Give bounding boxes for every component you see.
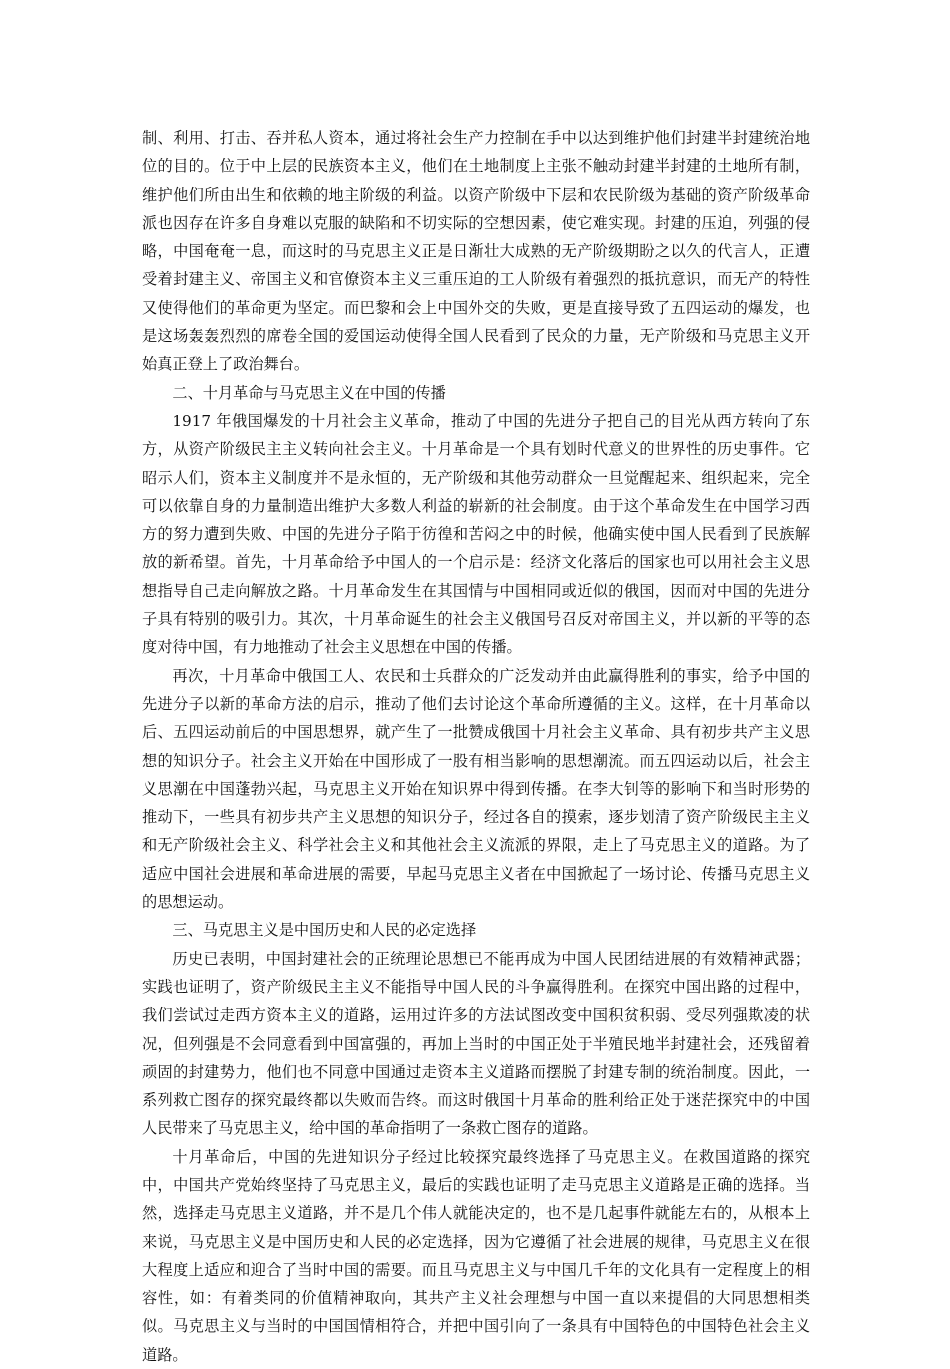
section-heading-3: 三、马克思主义是中国历史和人民的必定选择 (172, 921, 477, 940)
document-body (142, 124, 810, 1369)
paragraph: 1917 年俄国爆发的十月社会主义革命，推动了中国的先进分子把自己的目光从西方转向了东方，从资产阶级民主主义转向社会主义。十月革命是一个具有划时代意义的世界性的历史事件。它昭示人们，资本主义制度并不是永恒的，无产阶级和其他劳动群众一旦觉醒起来、组织起来，完全可以依靠自身的力量制造出维护大多数人利益的崭新的社会制度。由于这个革命发生在中国学习西方的努力遭到失败、中国的先进分子陷于彷徨和苦闷之中的时候，他确实使中国人民看到了民族解放的新希望。首先，十月革命给予中国人的一个启示是：经济文化落后的国家也可以用社会主义思想指导自己走向解放之路。十月革命发生在其国情与中国相同或近似的俄国，因而对中国的先进分子具有特别的吸引力。其次，十月革命诞生的社会主义俄国号召反对帝国主义，并以新的平等的态度对待中国，有力地推动了社会主义思想在中国的传播。 (142, 411, 810, 657)
paragraph: 历史已表明，中国封建社会的正统理论思想已不能再成为中国人民团结进展的有效精神武器；实践也证明了，资产阶级民主主义不能指导中国人民的斗争赢得胜利。在探究中国出路的过程中，我们尝试过走西方资本主义的道路，运用过许多的方法试图改变中国积贫积弱、受尽列强欺凌的状况，但列强是不会同意看到中国富强的，再加上当时的中国正处于半殖民地半封建社会，还残留着顽固的封建势力，他们也不同意中国通过走资本主义道路而摆脱了封建专制的统治制度。因此，一系列救亡图存的探究最终都以失败而告终。而这时俄国十月革命的胜利给正处于迷茫探究中的中国人民带来了马克思主义，给中国的革命指明了一条救亡图存的道路。 (142, 949, 810, 1138)
paragraph: 再次，十月革命中俄国工人、农民和士兵群众的广泛发动并由此赢得胜利的事实，给予中国的先进分子以新的革命方法的启示，推动了他们去讨论这个革命所遵循的主义。这样，在十月革命以后、五四运动前后的中国思想界，就产生了一批赞成俄国十月社会主义革命、具有初步共产主义思想的知识分子。社会主义开始在中国形成了一股有相当影响的思想潮流。而五四运动以后，社会主义思潮在中国蓬勃兴起，马克思主义开始在知识界中得到传播。在李大钊等的影响下和当时形势的推动下，一些具有初步共产主义思想的知识分子，经过各自的摸索，逐步划清了资产阶级民主主义和无产阶级社会主义、科学社会主义和其他社会主义流派的界限，走上了马克思主义的道路。为了适应中国社会进展和革命进展的需要，早起马克思主义者在中国掀起了一场讨论、传播马克思主义的思想运动。 (142, 666, 810, 912)
paragraph: 十月革命后，中国的先进知识分子经过比较探究最终选择了马克思主义。在救国道路的探究中，中国共产党始终坚持了马克思主义，最后的实践也证明了走马克思主义道路是正确的选择。当然，选择走马克思主义道路，并不是几个伟人就能决定的，也不是几起事件就能左右的，从根本上来说，马克思主义是中国历史和人民的必定选择，因为它遵循了社会进展的规律，马克思主义在很大程度上适应和迎合了当时中国的需要。而且马克思主义与中国几千年的文化具有一定程度上的相容性，如：有着类同的价值精神取向，其共产主义社会理想与中国一直以来提倡的大同思想相类似。马克思主义与当时的中国国情相符合，并把中国引向了一条具有中国特色的中国特色社会主义道路。 (142, 1147, 810, 1364)
paragraph-continuation: 制、利用、打击、吞并私人资本，通过将社会生产力控制在手中以达到维护他们封建半封建统治地位的目的。位于中上层的民族资本主义，他们在土地制度上主张不触动封建半封建的土地所有制，维护他们所由出生和依赖的地主阶级的利益。以资产阶级中下层和农民阶级为基础的资产阶级革命派也因存在许多自身难以克服的缺陷和不切实际的空想因素，使它难实现。封建的压迫，列强的侵略，中国奄奄一息，而这时的马克思主义正是日渐壮大成熟的无产阶级期盼之以久的代言人，正遭受着封建主义、帝国主义和官僚资本主义三重压迫的工人阶级有着强烈的抵抗意识，而无产的特性又使得他们的革命更为坚定。而巴黎和会上中国外交的失败，更是直接导致了五四运动的爆发，也是这场轰轰烈烈的席卷全国的爱国运动使得全国人民看到了民众的力量，无产阶级和马克思主义开始真正登上了政治舞台。 (142, 129, 810, 374)
section-heading-2: 二、十月革命与马克思主义在中国的传播 (172, 383, 446, 402)
